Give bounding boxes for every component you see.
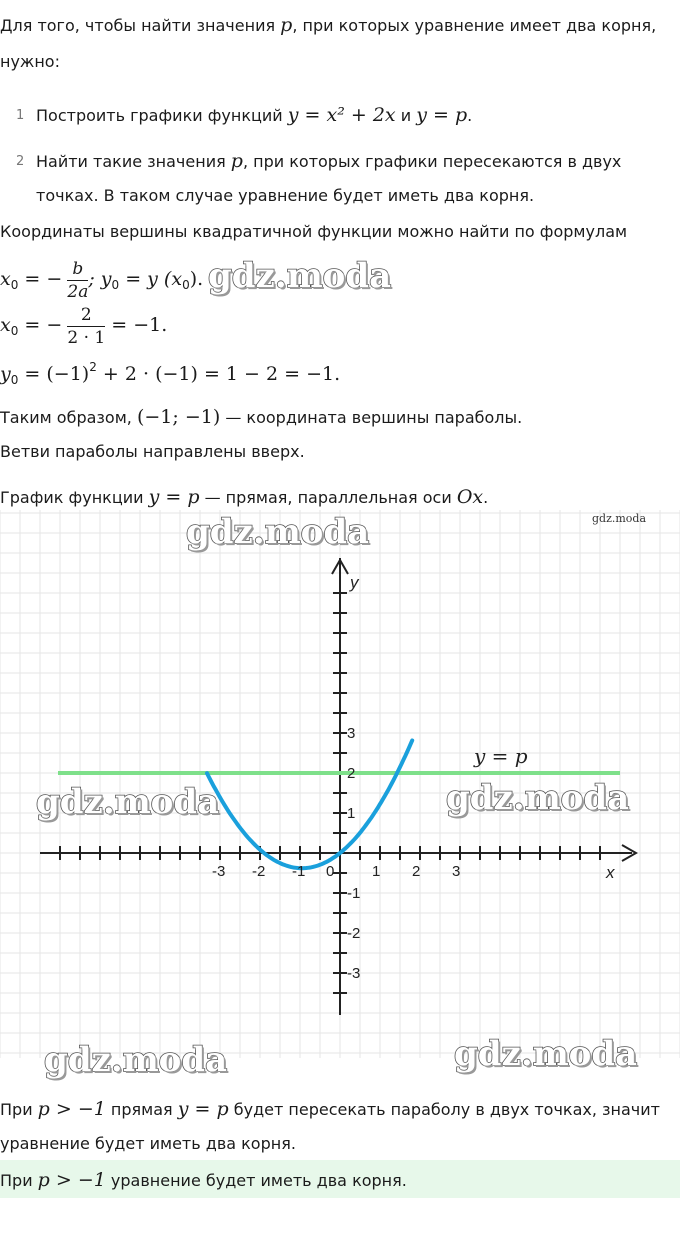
math: = (−1) bbox=[18, 363, 90, 385]
text: При bbox=[0, 1100, 38, 1119]
text: График функции bbox=[0, 488, 149, 507]
step-number: 1 bbox=[16, 108, 25, 123]
watermark: gdz.moda bbox=[208, 256, 392, 296]
step-1 bbox=[36, 104, 472, 126]
x-tick-label: -3 bbox=[212, 863, 226, 880]
watermark: gdz.moda bbox=[446, 778, 630, 818]
math-formula: y = p bbox=[177, 1098, 229, 1120]
step-2-line-1 bbox=[36, 150, 621, 172]
conclusion-line-1 bbox=[0, 1098, 660, 1120]
fraction bbox=[67, 258, 88, 303]
text: , при которых графики пересекаются в двух bbox=[242, 152, 622, 171]
vertex-sentence bbox=[0, 406, 522, 428]
text: Найти такие значения bbox=[36, 152, 231, 171]
y-tick-label: -3 bbox=[347, 965, 361, 982]
math: ). bbox=[189, 268, 204, 290]
x-tick-label: 0 bbox=[326, 863, 335, 880]
numerator: 2 bbox=[67, 304, 105, 327]
step-2-line-2: точках. В таком случае уравнение будет иметь два корня. bbox=[36, 186, 535, 205]
math-coordinate: (−1; −1) bbox=[136, 406, 221, 428]
text: прямая bbox=[105, 1100, 178, 1119]
watermark: gdz.moda bbox=[44, 1040, 228, 1080]
formula-2 bbox=[0, 304, 167, 349]
line-label: y = p bbox=[474, 744, 528, 768]
math: x bbox=[0, 314, 11, 336]
math: = −1. bbox=[105, 314, 168, 336]
numerator: b bbox=[67, 258, 88, 281]
y-tick-label: -2 bbox=[347, 925, 361, 942]
watermark: gdz.moda bbox=[186, 512, 370, 552]
math: + 2 · (−1) = 1 − 2 = −1. bbox=[96, 363, 341, 385]
intro-line-2: нужно: bbox=[0, 52, 60, 71]
math: x bbox=[0, 268, 11, 290]
x-tick-label: -1 bbox=[292, 863, 306, 880]
math-condition: p > −1 bbox=[37, 1098, 106, 1120]
math: = − bbox=[18, 268, 63, 290]
parabola bbox=[207, 740, 412, 868]
text: — координата вершины параболы. bbox=[220, 408, 523, 427]
watermark: gdz.moda bbox=[36, 782, 220, 822]
math-formula: y = p bbox=[416, 104, 468, 126]
y-tick-label: -1 bbox=[347, 885, 361, 902]
text: Построить графики функций bbox=[36, 106, 288, 125]
fraction bbox=[67, 304, 105, 349]
y-tick-label: 2 bbox=[347, 765, 356, 782]
math-sub: 0 bbox=[10, 324, 19, 338]
conclusion-line-2: уравнение будет иметь два корня. bbox=[0, 1134, 296, 1153]
text: . bbox=[467, 106, 473, 125]
denominator: 2 · 1 bbox=[67, 328, 106, 348]
answer-box bbox=[0, 1160, 680, 1198]
text: — прямая, параллельная оси bbox=[199, 488, 457, 507]
x-tick-label: 1 bbox=[372, 863, 381, 880]
text: При bbox=[0, 1171, 38, 1190]
text: . bbox=[483, 488, 489, 507]
answer-text bbox=[0, 1169, 407, 1191]
watermark-small: gdz.moda bbox=[592, 512, 647, 525]
math-p: p bbox=[230, 150, 243, 172]
math-sub: 0 bbox=[111, 278, 120, 292]
denominator: 2a bbox=[67, 282, 89, 302]
text: будет пересекать параболу в двух точках, значит bbox=[228, 1100, 660, 1119]
x-axis-label: x bbox=[606, 863, 615, 882]
math-formula: y = x² + 2x bbox=[287, 104, 396, 126]
text: Таким образом, bbox=[0, 408, 137, 427]
math: ; y bbox=[88, 268, 112, 290]
y-tick-label: 1 bbox=[347, 805, 356, 822]
x-tick-label: 2 bbox=[412, 863, 421, 880]
line-info bbox=[0, 486, 488, 508]
vertex-intro: Координаты вершины квадратичной функции можно найти по формулам bbox=[0, 222, 628, 241]
math-formula: y = p bbox=[148, 486, 200, 508]
math-condition: p > −1 bbox=[37, 1169, 106, 1191]
x-tick-label: 3 bbox=[452, 863, 461, 880]
math-sub: 0 bbox=[182, 278, 190, 292]
math: = − bbox=[18, 314, 63, 336]
y-tick-label: 3 bbox=[347, 725, 356, 742]
watermark: gdz.moda bbox=[454, 1034, 638, 1074]
text: , при которых уравнение имеет два корня, bbox=[292, 16, 657, 35]
math-sup: 2 bbox=[89, 360, 97, 374]
x-tick-label: -2 bbox=[252, 863, 266, 880]
formula-1 bbox=[0, 258, 203, 303]
y-axis-label: y bbox=[350, 573, 359, 592]
text: уравнение будет иметь два корня. bbox=[105, 1171, 407, 1190]
math-p: p bbox=[280, 14, 293, 36]
math-sub: 0 bbox=[10, 278, 19, 292]
text: и bbox=[395, 106, 417, 125]
formula-3 bbox=[0, 360, 340, 387]
math-sub: 0 bbox=[10, 373, 19, 387]
branches-sentence: Ветви параболы направлены вверх. bbox=[0, 442, 305, 461]
math-axis: Ox bbox=[456, 486, 484, 508]
intro-line-1 bbox=[0, 14, 656, 36]
text: Для того, чтобы найти значения bbox=[0, 16, 281, 35]
math: = y (x bbox=[119, 268, 183, 290]
math: y bbox=[0, 363, 11, 385]
step-number: 2 bbox=[16, 154, 25, 169]
